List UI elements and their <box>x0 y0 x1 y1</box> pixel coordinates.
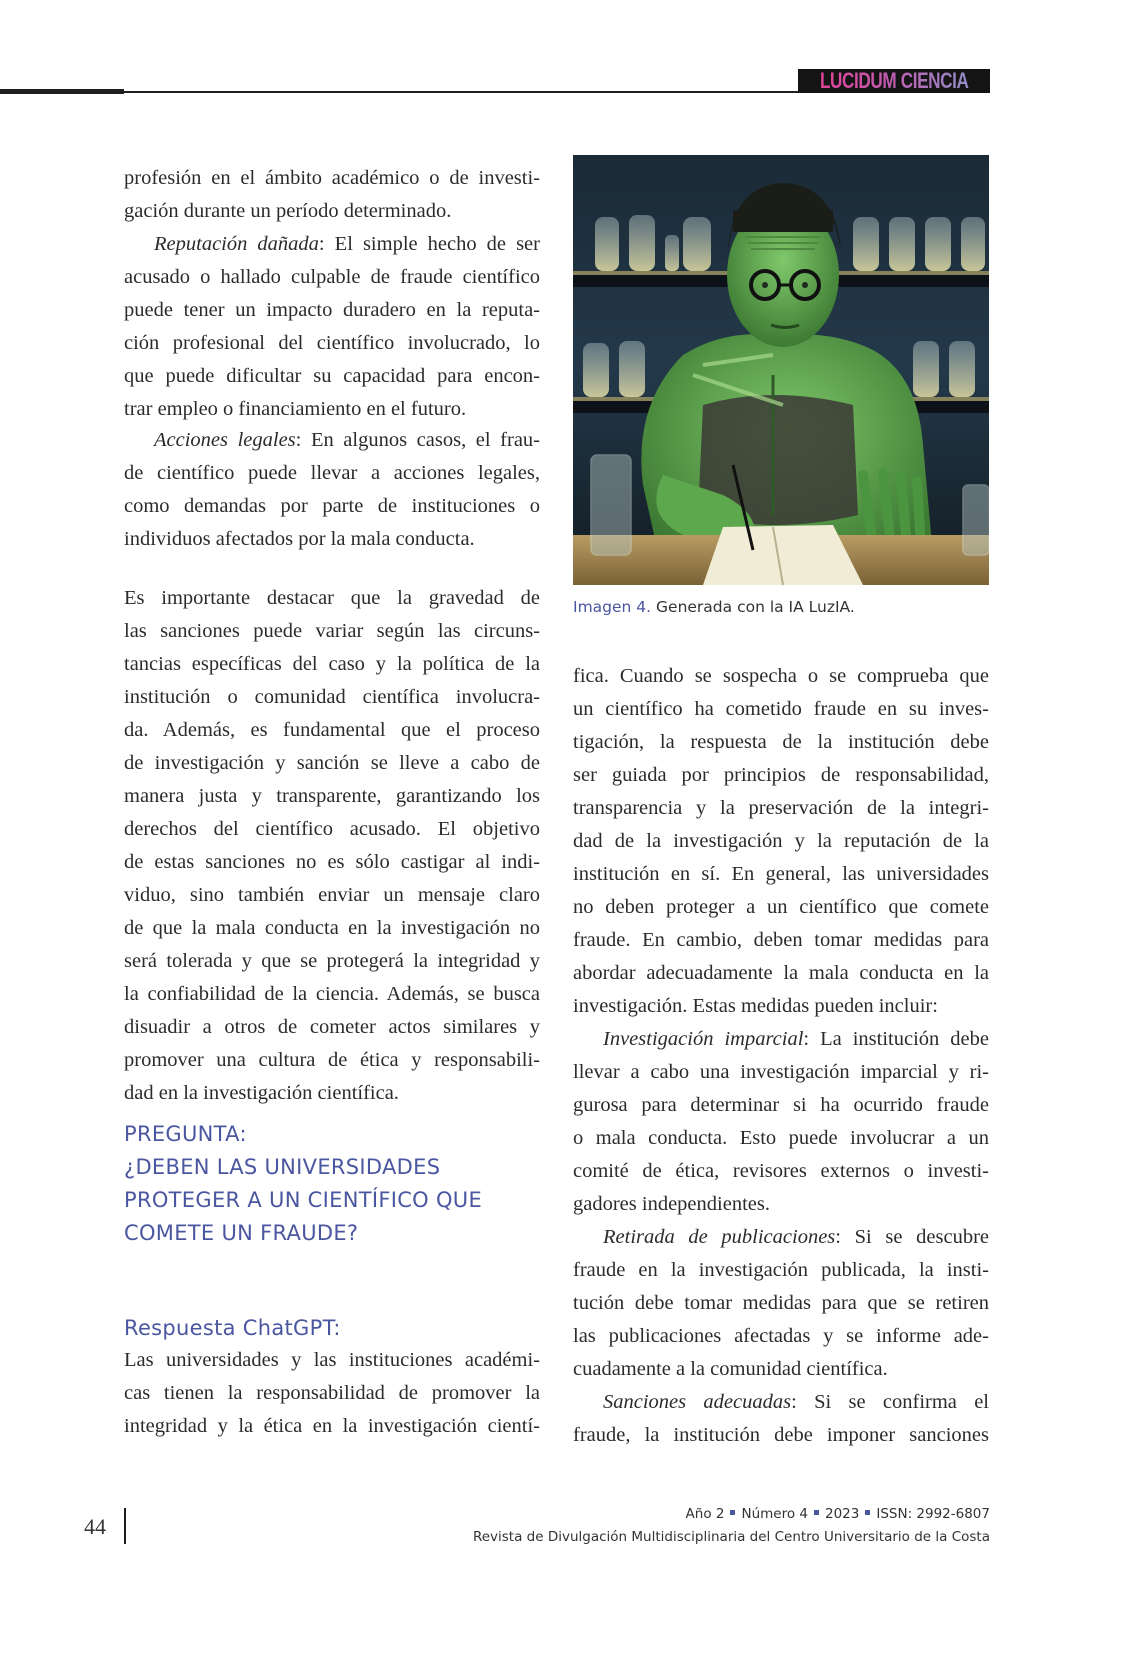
line-text: gadores independientes. <box>573 1193 770 1215</box>
bullet-square-icon <box>814 1510 819 1515</box>
text-line <box>124 228 540 261</box>
text-line <box>573 1254 989 1287</box>
line-text: la confiabilidad de la ciencia. Además, se busca <box>124 983 540 1005</box>
journal-brand-badge <box>798 69 990 93</box>
text-line <box>124 681 540 714</box>
line-text: institución o comunidad científica involucra- <box>124 686 540 708</box>
figure-image <box>573 155 989 585</box>
text-line <box>573 1155 989 1188</box>
bullet-square-icon <box>865 1510 870 1515</box>
line-text: ser guiada por principios de responsabilidad, <box>573 764 989 786</box>
issue-year: Año 2 <box>685 1506 725 1522</box>
left-column-paragraph-reputacion <box>124 228 540 426</box>
text-line <box>573 1023 989 1056</box>
line-text: transparencia y la preservación de la integri- <box>573 797 989 819</box>
text-line <box>573 759 989 792</box>
answer-heading: Respuesta ChatGPT: <box>124 1316 341 1340</box>
line-text: tigación, la respuesta de la institución debe <box>573 731 989 753</box>
text-line <box>124 714 540 747</box>
text-line <box>573 1122 989 1155</box>
text-line <box>124 360 540 393</box>
text-line <box>573 825 989 858</box>
text-line <box>124 327 540 360</box>
answer-heading-wrap <box>124 1312 540 1345</box>
text-line <box>124 1011 540 1044</box>
emphasis-term: Sanciones adecuadas <box>603 1391 792 1413</box>
question-heading <box>124 1118 540 1250</box>
text-line <box>573 891 989 924</box>
right-column-text <box>573 660 989 1452</box>
figure-caption-label: Imagen 4. <box>573 598 652 616</box>
text-line <box>124 457 540 490</box>
emphasis-term: Investigación imparcial <box>603 1028 804 1050</box>
line-text: dad en la investigación científica. <box>124 1082 399 1104</box>
line-text: tución debe tomar medidas para que se retiren <box>573 1292 989 1314</box>
line-text: de investigación y sanción se lleve a cabo de <box>124 752 540 774</box>
text-line <box>124 1410 540 1443</box>
text-line <box>124 879 540 912</box>
text-line <box>124 846 540 879</box>
journal-name: Revista de Divulgación Multidisciplinaria del Centro Universitario de la Costa <box>472 1529 990 1545</box>
text-line <box>124 747 540 780</box>
text-line <box>124 1077 540 1110</box>
line-text: profesión en el ámbito académico o de investi- <box>124 167 540 189</box>
text-line <box>573 1056 989 1089</box>
text-line <box>124 490 540 523</box>
text-line <box>573 924 989 957</box>
journal-brand-text: LUCIDUM CIENCIA <box>819 68 969 93</box>
text-line <box>573 726 989 759</box>
text-line <box>124 648 540 681</box>
line-text: fraude. En cambio, deben tomar medidas para <box>573 929 989 951</box>
text-line <box>124 912 540 945</box>
issue-date: 2023 <box>824 1506 860 1522</box>
emphasis-term: Retirada de publicaciones <box>603 1226 836 1248</box>
text-line <box>124 162 540 195</box>
line-text: llevar a cabo una investigación imparcial y ri- <box>573 1061 989 1083</box>
line-text: cas tienen la responsabilidad de promover la <box>124 1382 540 1404</box>
text-line <box>573 792 989 825</box>
line-text: individuos afectados por la mala conducta. <box>124 528 475 550</box>
text-line <box>124 1044 540 1077</box>
text-line <box>573 1386 989 1419</box>
scientist-illustration <box>573 155 989 585</box>
line-text: tancias específicas del caso y la política de la <box>124 653 540 675</box>
text-line <box>124 615 540 648</box>
line-text: : La institución debe <box>803 1028 989 1050</box>
text-line <box>573 693 989 726</box>
line-text: gación durante un período determinado. <box>124 200 452 222</box>
line-text: será tolerada y que se protegerá la integridad y <box>124 950 540 972</box>
line-text: : En algunos casos, el frau- <box>295 429 540 451</box>
line-text: dad de la investigación y la reputación de la <box>573 830 989 852</box>
page-number: 44 <box>84 1514 106 1539</box>
question-heading-line: PROTEGER A UN CIENTÍFICO QUE <box>124 1188 483 1212</box>
text-line <box>573 1320 989 1353</box>
text-line <box>124 780 540 813</box>
text-line <box>124 424 540 457</box>
emphasis-term: Reputación dañada <box>154 233 319 255</box>
question-heading-line: PREGUNTA: <box>124 1122 247 1146</box>
left-column-paragraph-importante <box>124 582 540 1110</box>
line-text: puede tener un impacto duradero en la reputa- <box>124 299 540 321</box>
issue-number: Número 4 <box>741 1506 808 1522</box>
line-text: : Si se confirma el <box>791 1391 990 1413</box>
line-text: ción profesional del científico involucrado, lo <box>124 332 540 354</box>
question-heading-line: COMETE UN FRAUDE? <box>124 1221 359 1245</box>
line-text: como demandas por parte de instituciones o <box>124 495 540 517</box>
text-line <box>573 1419 989 1452</box>
line-text: no deben proteger a un científico que comete <box>573 896 989 918</box>
line-text: las publicaciones afectadas y se informe ade- <box>573 1325 989 1347</box>
line-text: viduo, sino también enviar un mensaje claro <box>124 884 540 906</box>
text-line <box>573 1089 989 1122</box>
line-text: abordar adecuadamente la mala conducta en la <box>573 962 989 984</box>
page-number-divider <box>124 1508 126 1544</box>
line-text: cuadamente a la comunidad científica. <box>573 1358 888 1380</box>
issue-info <box>686 1506 990 1522</box>
text-line <box>573 858 989 891</box>
line-text: comité de ética, revisores externos o investi- <box>573 1160 989 1182</box>
left-column-paragraph-respuesta <box>124 1344 540 1443</box>
text-line <box>573 1221 989 1254</box>
line-text: Es importante destacar que la gravedad de <box>124 587 540 609</box>
line-text: disuadir a otros de cometer actos similares y <box>124 1016 540 1038</box>
line-text: de que la mala conducta en la investigación no <box>124 917 540 939</box>
text-line <box>124 523 540 556</box>
text-line <box>124 261 540 294</box>
text-line <box>124 195 540 228</box>
line-text: da. Además, es fundamental que el proceso <box>124 719 540 741</box>
line-text: acusado o hallado culpable de fraude científico <box>124 266 540 288</box>
question-heading-line: ¿DEBEN LAS UNIVERSIDADES <box>124 1155 441 1179</box>
text-line <box>573 1287 989 1320</box>
bullet-square-icon <box>730 1510 735 1515</box>
issn: ISSN: 2992-6807 <box>876 1506 990 1522</box>
line-text: derechos del científico acusado. El objetivo <box>124 818 540 840</box>
line-text: integridad y la ética en la investigación cientí- <box>124 1415 540 1437</box>
line-text: : Si se descubre <box>835 1226 989 1248</box>
text-line <box>573 957 989 990</box>
line-text: promover una cultura de ética y responsabili- <box>124 1049 540 1071</box>
line-text: : El simple hecho de ser <box>318 233 540 255</box>
line-text: o mala conducta. Esto puede involucrar a un <box>573 1127 989 1149</box>
text-line <box>124 945 540 978</box>
line-text: trar empleo o financiamiento en el futuro. <box>124 398 467 420</box>
text-line <box>124 393 540 426</box>
line-text: manera justa y transparente, garantizando los <box>124 785 540 807</box>
text-line <box>124 1344 540 1377</box>
text-line <box>124 978 540 1011</box>
line-text: fica. Cuando se sospecha o se comprueba que <box>573 665 989 687</box>
text-line <box>124 582 540 615</box>
text-line <box>573 660 989 693</box>
line-text: de científico puede llevar a acciones legales, <box>124 462 540 484</box>
left-column-block-1 <box>124 162 540 228</box>
emphasis-term: Acciones legales <box>154 429 296 451</box>
line-text: de estas sanciones no es sólo castigar al indi- <box>124 851 540 873</box>
line-text: que puede dificultar su capacidad para encon- <box>124 365 540 387</box>
line-text: fraude, la institución debe imponer sanciones <box>573 1424 989 1446</box>
line-text: fraude en la investigación publicada, la insti- <box>573 1259 989 1281</box>
figure-caption <box>573 598 855 616</box>
text-line <box>573 990 989 1023</box>
line-text: las sanciones puede variar según las circuns- <box>124 620 540 642</box>
line-text: un científico ha cometido fraude en su inves- <box>573 698 989 720</box>
figure-caption-text: Generada con la IA LuzIA. <box>651 598 855 616</box>
text-line <box>573 1353 989 1386</box>
line-text: institución en sí. En general, las universidades <box>573 863 989 885</box>
line-text: gurosa para determinar si ha ocurrido fraude <box>573 1094 989 1116</box>
text-line <box>124 813 540 846</box>
line-text: investigación. Estas medidas pueden incluir: <box>573 995 938 1017</box>
text-line <box>124 1377 540 1410</box>
text-line <box>124 294 540 327</box>
left-column-paragraph-acciones <box>124 424 540 556</box>
line-text: Las universidades y las instituciones académi- <box>124 1349 540 1371</box>
text-line <box>573 1188 989 1221</box>
